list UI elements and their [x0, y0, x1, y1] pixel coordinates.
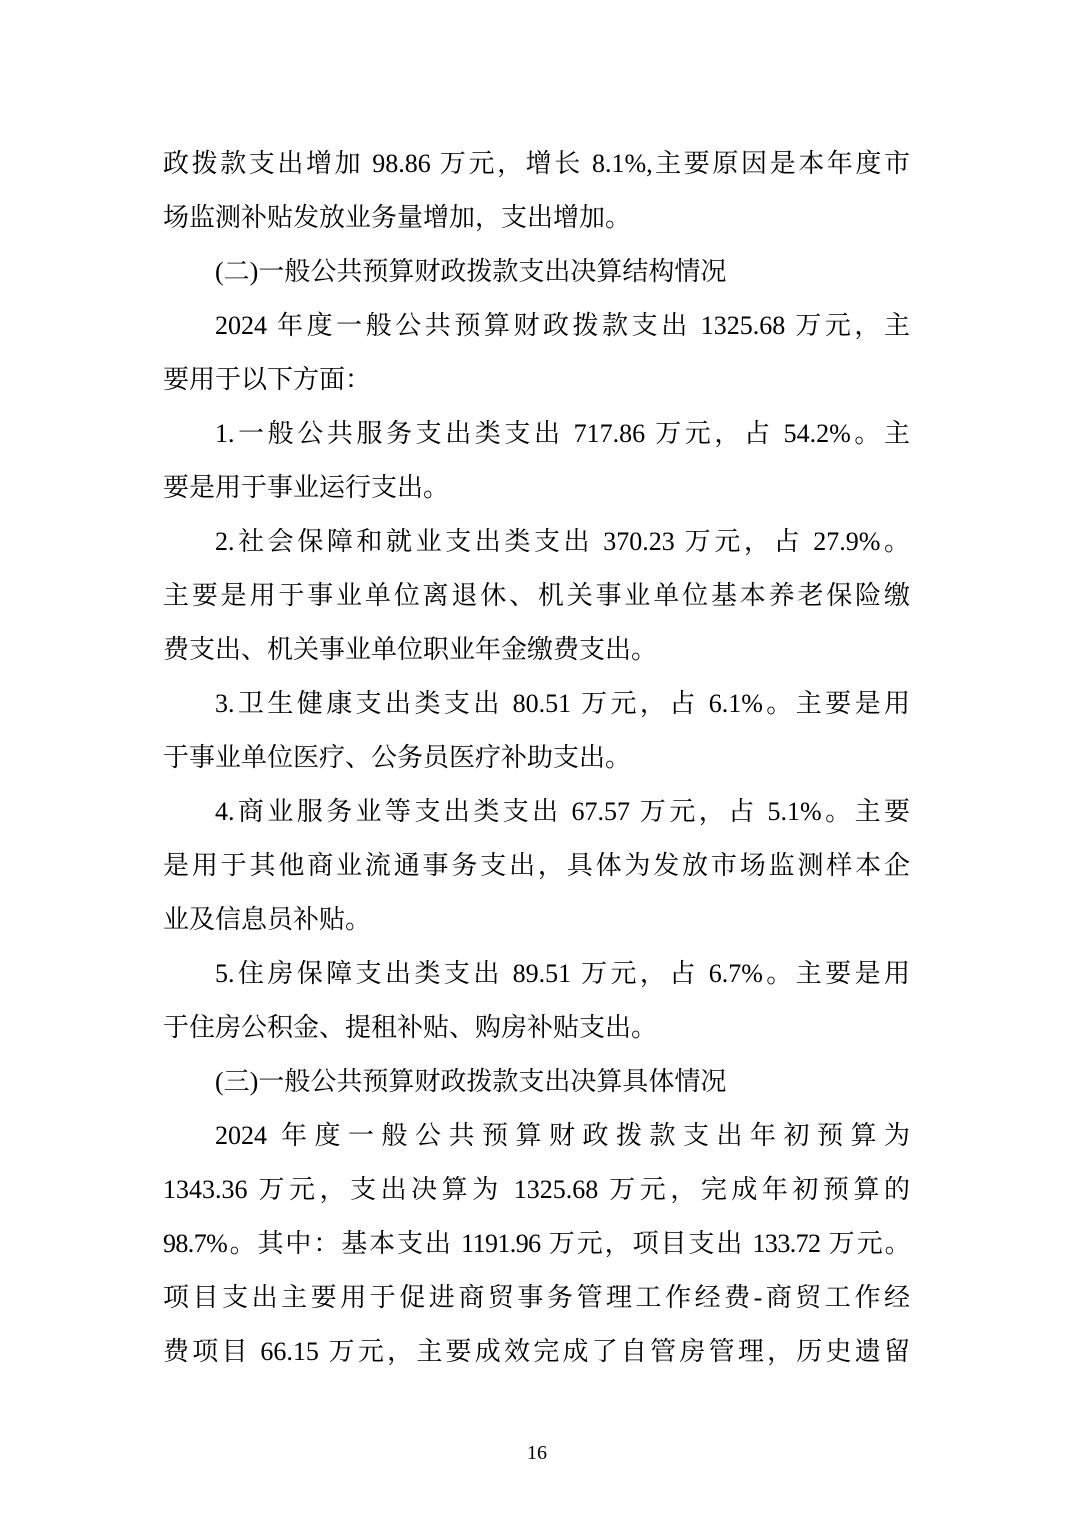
text-line: 1.一般公共服务支出类支出 717.86 万元，占 54.2%。主: [215, 419, 910, 448]
text-line: 98.7%。其中：基本支出 1191.96 万元，项目支出 133.72 万元。: [163, 1229, 910, 1258]
text-line: 费项目 66.15 万元，主要成效完成了自管房管理，历史遗留: [163, 1337, 910, 1366]
page-number: 16: [527, 1442, 547, 1464]
text-line: 4.商业服务业等支出类支出 67.57 万元，占 5.1%。主要: [215, 797, 910, 826]
text-line: 2024 年度一般公共预算财政拨款支出年初预算为: [215, 1121, 910, 1150]
text-line: 费支出、机关事业单位职业年金缴费支出。: [163, 635, 658, 664]
section-heading: (二)一般公共预算财政拨款支出决算结构情况: [215, 257, 727, 286]
text-line: 5.住房保障支出类支出 89.51 万元，占 6.7%。主要是用: [215, 959, 910, 988]
text-line: 是用于其他商业流通事务支出，具体为发放市场监测样本企: [163, 851, 910, 880]
text-line: 1343.36 万元，支出决算为 1325.68 万元，完成年初预算的: [163, 1175, 910, 1204]
text-line: 要是用于事业运行支出。: [163, 473, 450, 502]
text-line: 于事业单位医疗、公务员医疗补助支出。: [163, 743, 632, 772]
text-block: [163, 137, 910, 1379]
text-line: 业及信息员补贴。: [163, 905, 372, 934]
text-line: 2024 年度一般公共预算财政拨款支出 1325.68 万元，主: [215, 311, 910, 340]
text-line: 项目支出主要用于促进商贸事务管理工作经费-商贸工作经: [163, 1283, 910, 1312]
text-line: 要用于以下方面：: [163, 365, 372, 394]
text-line: 主要是用于事业单位离退休、机关事业单位基本养老保险缴: [163, 581, 910, 610]
text-line: 3.卫生健康支出类支出 80.51 万元，占 6.1%。主要是用: [215, 689, 910, 718]
text-line: 2.社会保障和就业支出类支出 370.23 万元，占 27.9%。: [215, 527, 910, 556]
section-heading: (三)一般公共预算财政拨款支出决算具体情况: [215, 1067, 727, 1096]
text-line: 于住房公积金、提租补贴、购房补贴支出。: [163, 1013, 658, 1042]
text-line: 政拨款支出增加 98.86 万元，增长 8.1%,主要原因是本年度市: [163, 149, 910, 178]
text-line: 场监测补贴发放业务量增加，支出增加。: [163, 203, 632, 232]
